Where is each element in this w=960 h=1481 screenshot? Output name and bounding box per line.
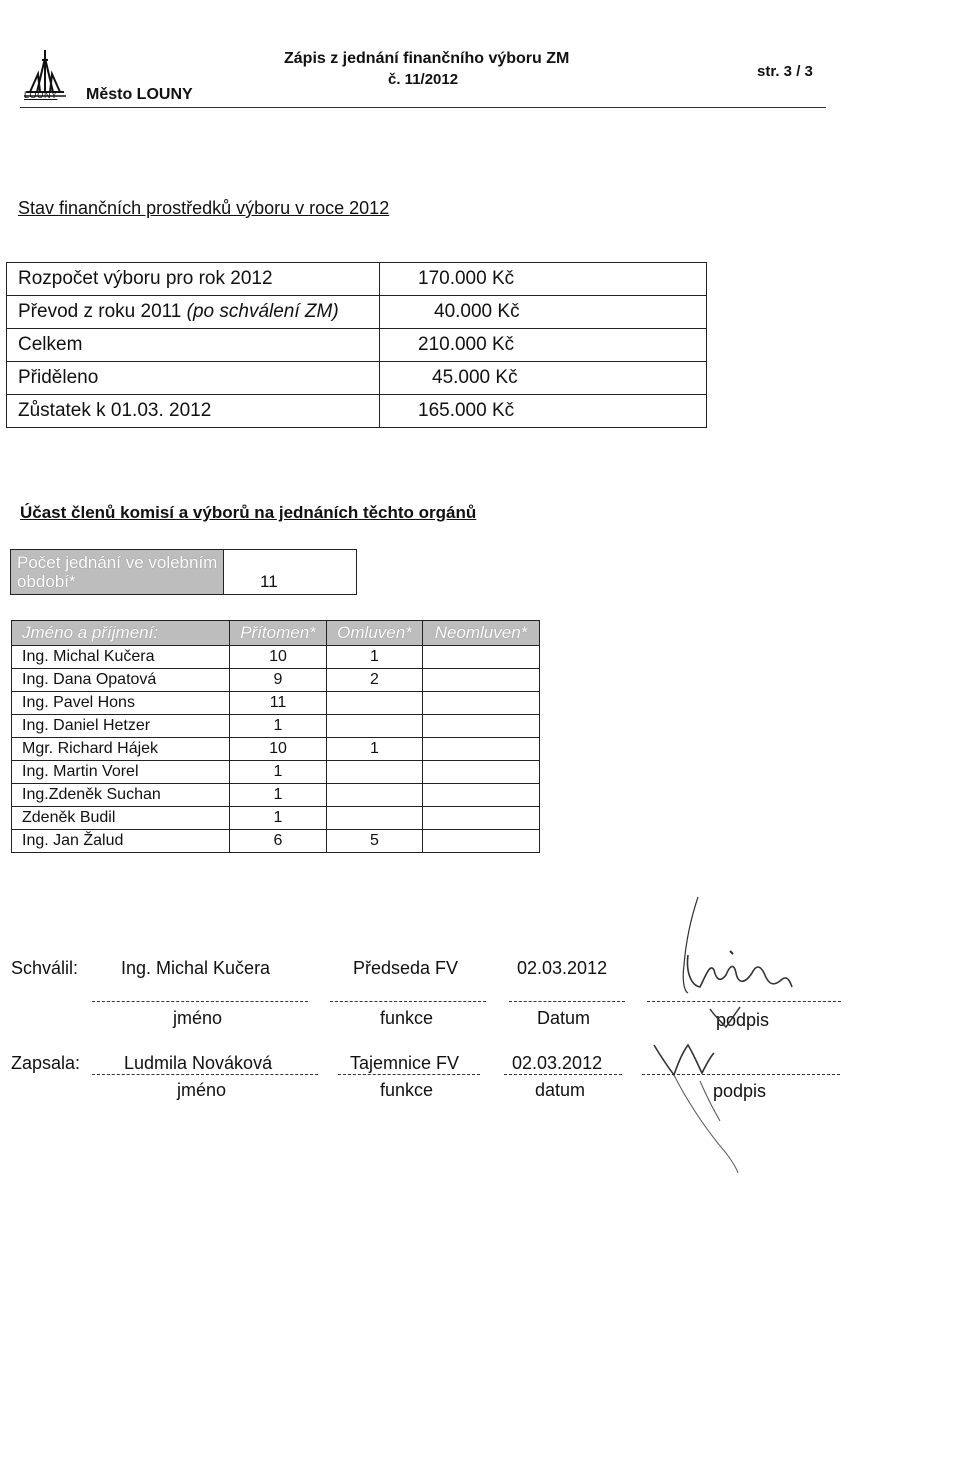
signature-caption: podpis [716, 1010, 770, 1030]
column-header-unexcused: Neomluven* [423, 621, 540, 646]
table-row [12, 784, 540, 807]
name-caption: jméno [177, 1080, 227, 1100]
recorded-name: Ludmila Nováková [124, 1053, 273, 1073]
table-header-row [12, 621, 540, 646]
unexcused-count [423, 807, 540, 830]
table-row [7, 296, 707, 329]
member-name: Ing. Michal Kučera [12, 646, 230, 669]
meetings-label: Počet jednání ve volebním období* [11, 550, 224, 595]
present-count: 11 [230, 692, 327, 715]
member-name: Ing. Martin Vorel [12, 761, 230, 784]
excused-count: 1 [327, 738, 423, 761]
funds-value: 170.000 Kč [380, 263, 707, 296]
member-name: Zdeněk Budil [12, 807, 230, 830]
funds-label: Rozpočet výboru pro rok 2012 [7, 263, 380, 296]
meetings-box [10, 549, 357, 595]
member-name: Ing.Zdeněk Suchan [12, 784, 230, 807]
funds-table [6, 262, 707, 428]
unexcused-count [423, 715, 540, 738]
present-count: 1 [230, 807, 327, 830]
funds-heading: Stav finančních prostředků výboru v roce 2012 [18, 198, 390, 218]
table-row [12, 830, 540, 853]
present-count: 1 [230, 715, 327, 738]
present-count: 10 [230, 646, 327, 669]
table-row [12, 761, 540, 784]
role-caption: funkce [380, 1008, 434, 1028]
signature-caption: podpis [713, 1081, 767, 1101]
document-number: č. 11/2012 [388, 71, 459, 88]
excused-count [327, 715, 423, 738]
name-line [92, 1001, 308, 1002]
document-title: Zápis z jednání finančního výboru ZM [284, 50, 570, 67]
unexcused-count [423, 761, 540, 784]
approved-label: Schválil: [11, 958, 79, 978]
funds-value: 210.000 Kč [380, 329, 707, 362]
recorded-role: Tajemnice FV [350, 1053, 460, 1073]
table-row [7, 263, 707, 296]
member-name: Ing. Daniel Hetzer [12, 715, 230, 738]
funds-label: Zůstatek k 01.03. 2012 [7, 395, 380, 428]
funds-value: 165.000 Kč [380, 395, 707, 428]
excused-count [327, 692, 423, 715]
excused-count: 5 [327, 830, 423, 853]
table-row [12, 738, 540, 761]
column-header-name: Jméno a příjmení: [12, 621, 230, 646]
excused-count [327, 807, 423, 830]
excused-count [327, 784, 423, 807]
excused-count: 2 [327, 669, 423, 692]
present-count: 1 [230, 761, 327, 784]
member-name: Ing. Dana Opatová [12, 669, 230, 692]
page-number: str. 3 / 3 [757, 63, 813, 80]
date-caption: Datum [537, 1008, 591, 1028]
table-row [12, 646, 540, 669]
member-name: Mgr. Richard Hájek [12, 738, 230, 761]
excused-count [327, 761, 423, 784]
approved-date: 02.03.2012 [517, 958, 608, 978]
unexcused-count [423, 692, 540, 715]
column-header-excused: Omluven* [327, 621, 423, 646]
present-count: 9 [230, 669, 327, 692]
meetings-value: 11 [224, 550, 357, 595]
approved-role: Předseda FV [353, 958, 459, 978]
unexcused-count [423, 646, 540, 669]
present-count: 1 [230, 784, 327, 807]
table-row [12, 669, 540, 692]
date-caption: datum [535, 1080, 586, 1100]
role-line [330, 1001, 486, 1002]
recorded-date: 02.03.2012 [512, 1053, 603, 1073]
logo-text: LOUNY [24, 90, 58, 100]
funds-label: Celkem [7, 329, 380, 362]
table-row [12, 715, 540, 738]
approved-name: Ing. Michal Kučera [121, 958, 271, 978]
table-row [7, 395, 707, 428]
role-caption: funkce [380, 1080, 434, 1100]
member-name: Ing. Pavel Hons [12, 692, 230, 715]
funds-label: Přiděleno [7, 362, 380, 395]
funds-value: 40.000 Kč [380, 296, 707, 329]
present-count: 10 [230, 738, 327, 761]
funds-label: Převod z roku 2011 (po schválení ZM) [7, 296, 380, 329]
name-line [92, 1074, 318, 1075]
unexcused-count [423, 738, 540, 761]
role-line [338, 1074, 480, 1075]
table-row [7, 362, 707, 395]
column-header-present: Přítomen* [230, 621, 327, 646]
member-name: Ing. Jan Žalud [12, 830, 230, 853]
recorded-label: Zapsala: [11, 1053, 81, 1073]
table-row [7, 329, 707, 362]
attendance-table [11, 620, 540, 853]
date-line [509, 1001, 625, 1002]
table-row [12, 807, 540, 830]
present-count: 6 [230, 830, 327, 853]
header-rule [20, 107, 826, 108]
city-name: Město LOUNY [86, 86, 193, 103]
name-caption: jméno [173, 1008, 223, 1028]
unexcused-count [423, 784, 540, 807]
unexcused-count [423, 669, 540, 692]
table-row [12, 692, 540, 715]
handwritten-signature-icon [640, 895, 870, 1175]
attendance-heading: Účast členů komisí a výborů na jednáních těchto orgánů [20, 503, 477, 522]
date-line [504, 1074, 622, 1075]
funds-note: (po schválení ZM) [186, 301, 339, 322]
funds-value: 45.000 Kč [380, 362, 707, 395]
unexcused-count [423, 830, 540, 853]
excused-count: 1 [327, 646, 423, 669]
